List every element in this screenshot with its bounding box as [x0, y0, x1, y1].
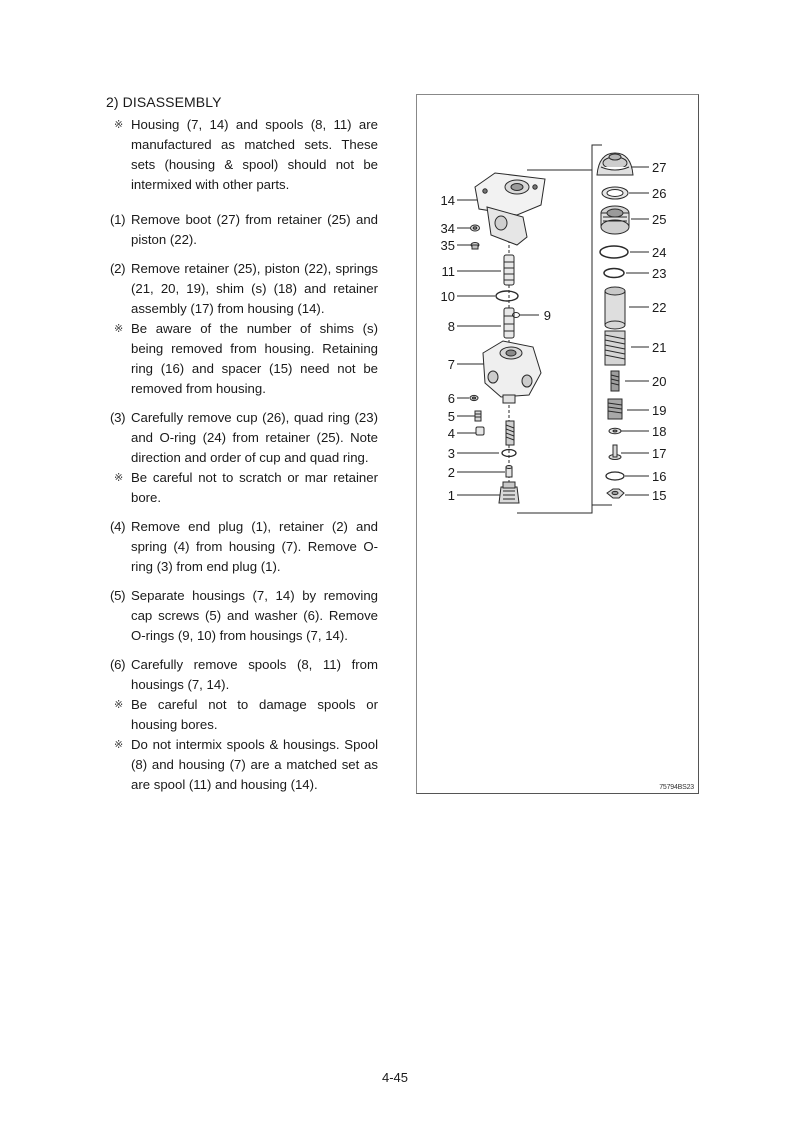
step-text: Remove boot (27) from retainer (25) and piston (22).: [131, 212, 378, 247]
step-text: Carefully remove spools (8, 11) from housings (7, 14).: [131, 657, 378, 692]
callout-7: 7: [447, 357, 455, 372]
callout-27: 27: [652, 160, 667, 175]
step-6: [110, 655, 378, 695]
callout-23: 23: [652, 266, 667, 281]
bracket-upper-line: [527, 145, 602, 170]
callout-20: 20: [652, 374, 667, 389]
end-plug-part: [499, 482, 519, 503]
figure-code: 75794BS23: [659, 784, 694, 791]
callout-4: 4: [447, 426, 455, 441]
step-text: Remove end plug (1), retainer (2) and spring (4) from housing (7). Remove O-ring (3) from end plug (1).: [131, 519, 378, 574]
note-retainer-bore: [110, 468, 378, 508]
note-mark: ※: [114, 739, 124, 751]
upper-housing-part: [475, 173, 545, 245]
step-1: [110, 210, 378, 250]
note-text: Be aware of the number of shims (s) being removed from housing. Retaining ring (16) and spacer (15) need not be removed from housing.: [131, 321, 378, 396]
retainer-2-part: [506, 466, 512, 478]
o-ring-24-part: [600, 246, 628, 258]
step-number: (3): [110, 410, 126, 425]
small-retainer-part: [476, 427, 484, 435]
spring-4-part: [506, 421, 514, 445]
section-title: 2) DISASSEMBLY: [106, 94, 222, 110]
washer-6-part: [470, 395, 478, 400]
page-number: 4-45: [382, 1070, 409, 1085]
callout-10: 10: [440, 289, 455, 304]
spring-19-part: [608, 399, 622, 419]
step-text: Remove retainer (25), piston (22), springs (21, 20, 19), shim (s) (18) and retainer assembly (17) from housing (14).: [131, 261, 378, 316]
exploded-view-drawing: [417, 95, 700, 795]
callout-8: 8: [447, 319, 455, 334]
exploded-view-figure: [416, 94, 699, 794]
callout-6: 6: [447, 391, 455, 406]
note-spool-damage: [110, 695, 378, 735]
callout-5: 5: [447, 409, 455, 424]
note-text: Be careful not to scratch or mar retainer bore.: [131, 470, 378, 505]
retainer-assembly-part: [609, 445, 621, 460]
note-shims: [110, 319, 378, 399]
step-number: (6): [110, 657, 126, 672]
callout-11: 11: [441, 264, 455, 279]
callout-26: 26: [652, 186, 667, 201]
step-number: (1): [110, 212, 126, 227]
callout-18: 18: [652, 424, 667, 439]
step-text: Carefully remove cup (26), quad ring (23) and O-ring (24) from retainer (25). Note direction and order of cup and quad ring.: [131, 410, 378, 465]
callout-2: 2: [447, 465, 455, 480]
step-5: [110, 586, 378, 646]
note-text: Housing (7, 14) and spools (8, 11) are manufactured as matched sets. These sets (housing & spool) should not be intermixed with other parts.: [131, 117, 378, 192]
step-text: Separate housings (7, 14) by removing cap screws (5) and washer (6). Remove O-rings (9, 10) from housings (7, 14).: [131, 588, 378, 643]
spool-11-part: [504, 255, 514, 285]
boot-part: [597, 153, 633, 175]
step-2: [110, 259, 378, 319]
callout-24: 24: [652, 245, 667, 260]
retaining-ring-part: [606, 472, 624, 480]
step-number: (2): [110, 261, 126, 276]
o-ring-10-part: [496, 291, 518, 301]
callout-15: 15: [652, 488, 667, 503]
callout-25: 25: [652, 212, 667, 227]
spacer-part: [607, 489, 624, 498]
lower-housing-part: [483, 341, 541, 403]
spring-20-part: [611, 371, 619, 391]
note-matched-sets: [110, 115, 378, 195]
piston-part: [605, 287, 625, 329]
step-number: (5): [110, 588, 126, 603]
callout-19: 19: [652, 403, 667, 418]
step-3: [110, 408, 378, 468]
bracket-lower-line: [517, 505, 612, 513]
retainer-25-part: [601, 206, 629, 234]
washer-part: [471, 225, 480, 231]
step-number: (4): [110, 519, 126, 534]
cap-screw-5-part: [475, 411, 481, 421]
note-text: Do not intermix spools & housings. Spool (8) and housing (7) are a matched set as are spool (11) and housing (14).: [131, 737, 378, 792]
callout-1: 1: [447, 488, 455, 503]
callout-9: 9: [543, 308, 551, 323]
instructions-column: [110, 115, 378, 795]
callout-22: 22: [652, 300, 667, 315]
callout-16: 16: [652, 469, 667, 484]
callout-14: 14: [440, 193, 455, 208]
cap-screw-part: [471, 243, 479, 250]
spring-21-part: [605, 331, 625, 365]
callout-34: 34: [440, 221, 455, 236]
callout-17: 17: [652, 446, 667, 461]
note-mark: ※: [114, 472, 124, 484]
note-text: Be careful not to damage spools or housing bores.: [131, 697, 378, 732]
cup-part: [602, 187, 628, 199]
note-mark: ※: [114, 323, 124, 335]
note-mark: ※: [114, 699, 124, 711]
note-intermix: [110, 735, 378, 795]
callout-21: 21: [652, 340, 667, 355]
shim-part: [609, 428, 621, 434]
note-mark: ※: [114, 119, 124, 131]
step-4: [110, 517, 378, 577]
spool-8-part: [504, 308, 514, 338]
callout-35: 35: [440, 238, 455, 253]
quad-ring-part: [604, 269, 624, 278]
callout-3: 3: [447, 446, 455, 461]
